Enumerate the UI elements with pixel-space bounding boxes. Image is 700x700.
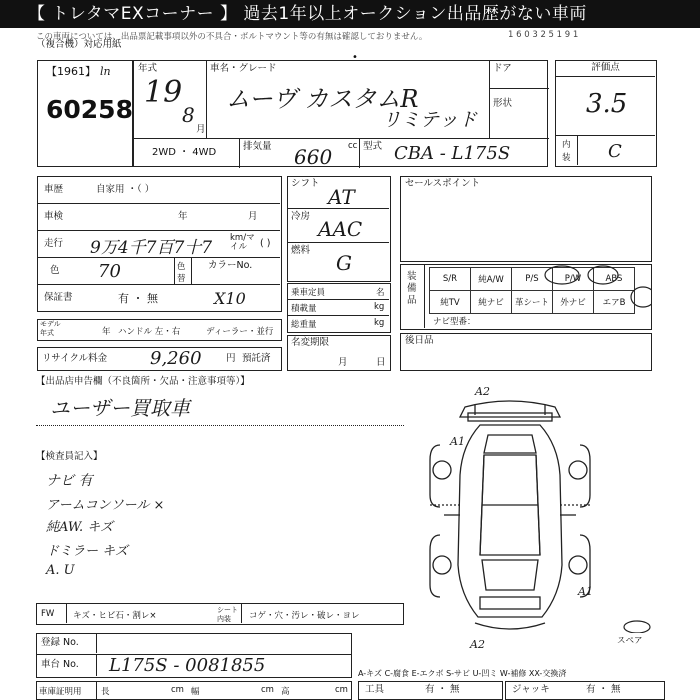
jack-row: [505, 681, 665, 700]
recycle-label: リサイクル料金: [42, 353, 108, 364]
exhibitor-notes-label: 【出品店申告欄（不良箇所・欠品・注意事項等）】: [36, 376, 250, 387]
door-label: ドア: [493, 63, 512, 74]
lot-box: [37, 60, 133, 167]
fuel-label: 燃料: [291, 245, 311, 256]
capacity-grid: [287, 283, 391, 333]
color-change-1: 色: [177, 262, 186, 272]
month-value: 8: [182, 103, 195, 127]
model-label: 車名・グレード: [210, 63, 277, 74]
color-label: 色: [50, 265, 60, 276]
car-diagram: [420, 385, 600, 650]
name-change-unit: 月: [338, 357, 348, 368]
equip-power-steering: P/S: [512, 268, 553, 291]
capacity-label-1: 積載量: [291, 304, 317, 314]
tools-label: 工具: [365, 684, 385, 695]
inspector-notes-label: 【検査員記入】: [36, 451, 103, 462]
type-value: CBA - L175S: [394, 143, 511, 164]
recycle-value: 9,260: [150, 348, 202, 369]
capacity-unit-1: kg: [374, 302, 385, 312]
damage-mark-left: A1: [450, 435, 465, 448]
registration-row: [36, 633, 352, 655]
inspector-note-3: ドミラー キズ: [46, 544, 128, 559]
recycle-row: [37, 347, 282, 371]
fw-value: キズ・ヒビ石・割レ×: [73, 611, 157, 621]
drive-label: 2WD ・ 4WD: [152, 147, 217, 158]
shift-value: AT: [328, 185, 355, 209]
shape-label: 形状: [493, 98, 513, 109]
name-change-unit-day: 日: [376, 357, 386, 368]
equipment-circles: [541, 265, 651, 313]
jack-value: 有 ・ 無: [586, 684, 621, 695]
chassis-label: 車台 No.: [41, 659, 79, 670]
mileage-label: 走行: [44, 238, 64, 249]
displacement-unit: cc: [348, 141, 358, 151]
type-label: 型式: [363, 141, 383, 152]
displacement-value: 660: [294, 145, 333, 169]
fw-label: FW: [41, 609, 55, 619]
equip-sr: S/R: [430, 268, 471, 291]
seat-value: コゲ・穴・汚レ・破レ・ヨレ: [249, 611, 360, 621]
year-value: 19: [144, 75, 183, 110]
color-no-label: カラーNo.: [208, 260, 253, 271]
certificate-row: [36, 681, 352, 700]
capacity-unit-2: kg: [374, 318, 385, 328]
equip-tv: 純TV: [430, 291, 471, 314]
capacity-label-2: 総重量: [291, 320, 317, 330]
equip-airbag: エアB: [594, 291, 635, 314]
aircon-label: 冷房: [291, 211, 311, 222]
certificate-width-unit: cm: [261, 685, 274, 695]
certificate-label: 車庫証明用: [39, 687, 82, 697]
history-value: 自家用 ・（ ）: [96, 184, 155, 195]
chassis-row: [36, 654, 352, 678]
recycle-note: 預託済: [242, 353, 271, 364]
displacement-label: 排気量: [243, 141, 272, 152]
shift-grid: [287, 176, 391, 282]
score-value: 3.5: [586, 89, 628, 119]
equipment-label: 装備品: [407, 271, 417, 306]
jack-label: ジャッキ: [512, 684, 550, 695]
name-change-label: 名変期限: [291, 337, 330, 348]
interior-label-2: 装: [562, 153, 571, 163]
inspector-note-0: ナビ 有: [46, 473, 93, 489]
sales-point-box: [400, 176, 652, 262]
fuel-value: G: [336, 251, 352, 275]
mileage-value: 9万4千7百7十7: [90, 238, 213, 258]
model-year-unit: 年: [102, 327, 111, 337]
interior-label-1: 内: [562, 140, 571, 150]
color-no-value: X10: [214, 289, 246, 308]
seat-label-2: 内装: [217, 615, 231, 623]
tools-value: 有 ・ 無: [425, 684, 460, 695]
equip-aftermarket-navi: 外ナビ: [553, 291, 594, 314]
capacity-unit-0: 名: [376, 288, 385, 298]
vehicle-info-grid: [133, 60, 548, 167]
color-change-2: 替: [177, 274, 186, 284]
certificate-height-unit: cm: [335, 685, 348, 695]
score-box: [555, 60, 657, 167]
equip-leather-seat: 革シート: [512, 291, 553, 314]
model-year-row: [37, 319, 282, 341]
model-year-label-1: モデル: [40, 320, 61, 328]
inspector-note-1: アームコンソール ×: [46, 498, 165, 513]
top-note: この車両については、出品票記載事項以外の不具合・ボルトマウント等の有無は確認しておりません。: [36, 32, 428, 40]
certificate-width: 幅: [191, 687, 200, 697]
exhibitor-notes-value: ユーザー買取車: [50, 396, 190, 420]
navi-model-label: ナビ型番：: [433, 317, 476, 327]
damage-mark-rear: A2: [475, 385, 490, 398]
history-grid: [37, 176, 282, 312]
year-label: 年式: [138, 63, 158, 74]
mileage-note: ( ): [260, 238, 271, 249]
model-value: ムーヴ カスタムR: [226, 85, 419, 113]
damage-mark-front-right: A1: [578, 585, 593, 598]
page-header: 【 トレタマEXコーナー 】 過去1年以上オークション出品歴がない車両: [0, 0, 700, 28]
certificate-height: 高: [281, 687, 290, 697]
warranty-value: 有 ・ 無: [118, 292, 158, 305]
spare-label: スペア: [617, 636, 643, 646]
score-label: 評価点: [591, 62, 620, 73]
inspection-year: 年: [178, 211, 188, 222]
seat-label-1: シート: [217, 606, 238, 614]
top-code: 1 6 0 3 2 5 1 9 1: [508, 30, 579, 40]
top-note-form: （複合機）対応用紙: [36, 39, 122, 50]
spare-wheel-icon: [622, 615, 652, 633]
tools-row: [358, 681, 503, 700]
after-install-box: [400, 333, 652, 371]
inspection-label: 車検: [44, 211, 64, 222]
month-unit: 月: [196, 124, 206, 135]
certificate-length-unit: cm: [171, 685, 184, 695]
model-year-label-2: 年式: [40, 329, 54, 337]
dealer-type: ディーラー・並行: [206, 327, 274, 337]
equip-alloy-wheel: 純A/W: [471, 268, 512, 291]
recycle-unit: 円: [226, 353, 236, 364]
lot-tag-suffix: ln: [100, 65, 111, 78]
warranty-label: 保証書: [44, 292, 73, 303]
inspector-note-4: A. U: [46, 563, 75, 578]
damage-mark-front: A2: [470, 638, 485, 651]
lot-tag: 【1961】: [46, 65, 96, 78]
grade-value: リミテッド: [382, 109, 478, 131]
interior-value: C: [608, 141, 622, 162]
equip-navi: 純ナビ: [471, 291, 512, 314]
sales-point-label: セールスポイント: [405, 178, 481, 189]
dot-mark: •: [352, 52, 358, 63]
chassis-value: L175S - 0081855: [109, 655, 266, 676]
color-value: 70: [98, 261, 121, 282]
equip-power-window: P/W: [553, 268, 594, 291]
inspector-note-2: 純AW. キズ: [46, 520, 113, 535]
name-change-box: [287, 335, 391, 371]
inspection-month: 月: [248, 211, 258, 222]
mileage-unit: km/マイル: [230, 233, 255, 252]
history-label: 車歴: [44, 184, 64, 195]
damage-legend: A-キズ C-腐食 E-エクボ S-サビ U-凹ミ W-補修 XX-交換済: [358, 669, 567, 678]
aircon-value: AAC: [318, 217, 363, 241]
shift-label: シフト: [291, 178, 320, 189]
handle-side: ハンドル 左・右: [118, 327, 181, 337]
registration-label: 登録 No.: [41, 637, 79, 648]
fw-row: [36, 603, 404, 625]
equip-abs: ABS: [594, 268, 635, 291]
capacity-label-0: 乗車定員: [291, 288, 326, 298]
equipment-box: [400, 264, 652, 330]
after-install-label: 後日品: [405, 335, 434, 346]
certificate-length: 長: [101, 687, 110, 697]
lot-number: 60258: [46, 95, 133, 124]
